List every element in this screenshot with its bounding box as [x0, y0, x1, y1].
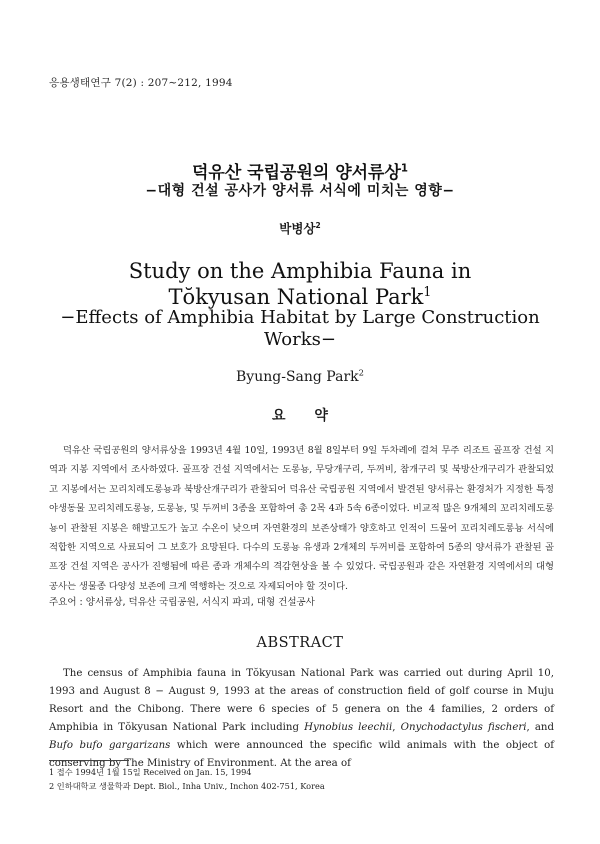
abstract-separator: , [392, 721, 401, 733]
english-subtitle-line2: Works− [264, 329, 336, 350]
journal-citation: 응용생태연구 7(2) : 207∼212, 1994 [49, 77, 233, 89]
korean-author [0, 219, 600, 237]
species-name: Bufo bufo gargarizans [49, 739, 171, 751]
korean-author-footnote-mark: 2 [315, 220, 321, 230]
english-abstract-heading: ABSTRACT [256, 635, 344, 651]
footnote-divider [49, 760, 129, 761]
english-title-footnote-mark: 1 [423, 284, 432, 299]
korean-subtitle: −대형 건설 공사가 양서류 서식에 미치는 영향− [145, 183, 455, 199]
english-author [0, 369, 600, 385]
english-title-line2 [0, 285, 600, 309]
abstract-separator: , and [526, 721, 555, 733]
keywords: 주요어 : 양서류상, 덕유산 국립공원, 서식지 파괴, 대형 건설공사 [49, 597, 315, 608]
footnote-received: 1 접수 1994년 1월 15일 Received on Jan. 15, 1994 [49, 767, 252, 777]
korean-title-text: 덕유산 국립공원의 양서류상 [192, 163, 401, 183]
korean-author-name: 박병상 [279, 221, 316, 236]
english-author-name: Byung-Sang Park [236, 369, 359, 385]
korean-abstract-body: 덕유산 국립공원의 양서류상을 1993년 4월 10일, 1993년 8월 8일부터 9일 두차례에 걸쳐 무주 리조트 골프장 건설 지역과 지봉 지역에서 조사하였다. 골프장 건설 지역에서는 도롱뇽, 무당개구리, 두꺼비, 참개구리 및 북방산개구리가 관찰되었고 지봉에서는 꼬리치레도롱뇽과 북방산개구리가 관찰되어 덕유산 국립공원 지역에서 발견된 양서류는 환경처가 지정한 특정야생동물 꼬리치레도롱뇽, 도롱뇽, 및 두꺼비 3종을 포함하여 총 2목 4과 5속 6종이었다. 비교적 많은 9개체의 꼬리치레도롱뇽이 관찰된 지봉은 해발고도가 높고 수온이 낮으며 자연환경의 보존상태가 양호하고 인적이 드물어 꼬리치레도롱뇽 서식에 적합한 지역으로 사료되어 그 보호가 요망된다. 다수의 도롱뇽 유생과 2개체의 두꺼비를 포함하여 5종의 양서류가 관찰된 골프장 건설 지역은 공사가 진행됨에 따른 종과 개체수의 격감현상을 볼 수 있었다. 국립공원과 같은 자연환경 지역에서의 대형공사는 생물종 다양성 보존에 크게 역행하는 것으로 자제되어야 할 것이다. [49, 445, 554, 592]
abstract-text-part2: which were announced the specific wild animals with the object of conserving by The Ministry of Environment. At the area of [49, 739, 554, 769]
english-abstract-body [49, 665, 554, 772]
english-title-line1: Study on the Amphibia Fauna in [128, 259, 472, 283]
abstract-text-part1: The census of Amphibia fauna in Tŏkyusan National Park was carried out during April 10, 1993 and August 8 − August 9, 1993 at the areas of construction field of golf course in Muju Resort and the Chibong. There were 6 species of 5 genera on the 4 families, 2 orders of Amphibia in Tŏkyusan National Park including [49, 668, 554, 733]
korean-abstract-heading: 요 약 [272, 408, 328, 424]
korean-title-footnote-mark: 1 [400, 163, 408, 175]
species-name: Hynobius leechii [304, 721, 393, 733]
english-author-footnote-mark: 2 [358, 367, 364, 378]
english-subtitle-line1: −Effects of Amphibia Habitat by Large Construction [60, 307, 540, 328]
english-title-line2-text: Tŏkyusan National Park [168, 285, 424, 309]
footnote-affiliation: 2 인하대학교 생물학과 Dept. Biol., Inha Univ., Inchon 402-751, Korea [49, 781, 325, 791]
species-name: Onychodactylus fischeri [400, 721, 527, 733]
